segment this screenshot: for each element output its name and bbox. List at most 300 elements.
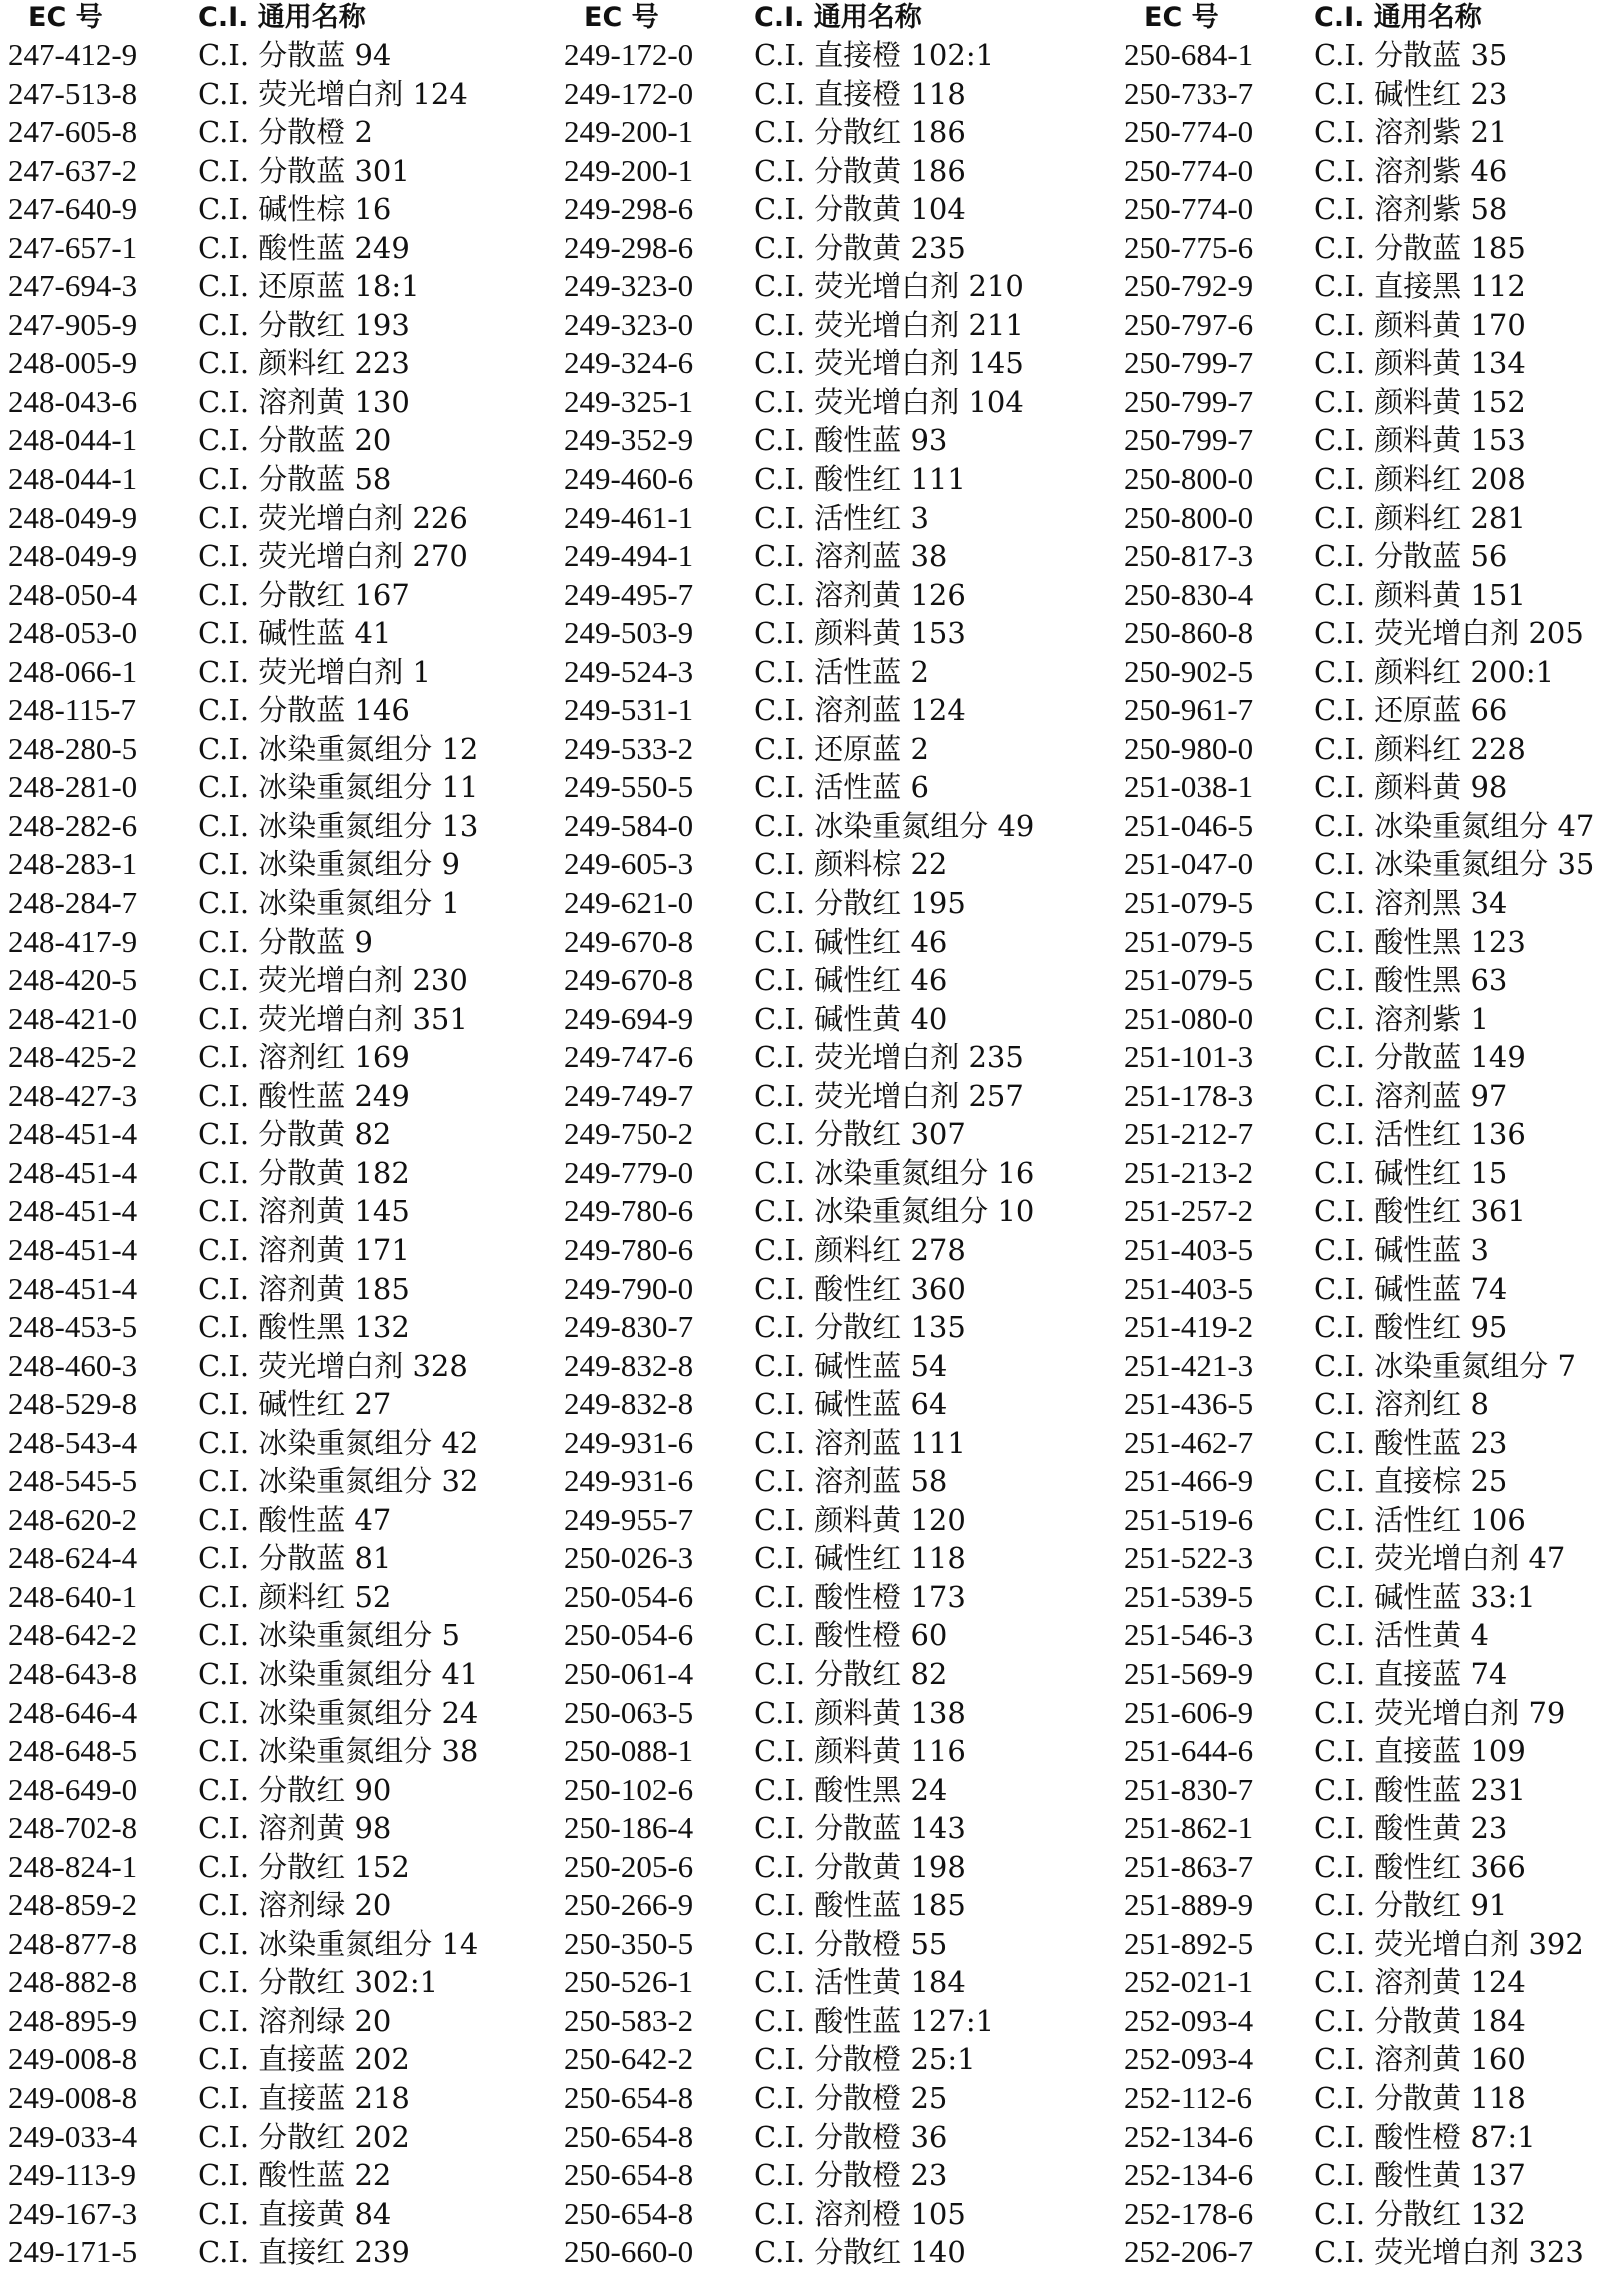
table-row: [556, 75, 1034, 114]
ec-number-cell: 249-008-8: [8, 2079, 138, 2115]
table-row: [556, 961, 1034, 1000]
ci-name-cell: C.I. 分散黄 104: [754, 192, 966, 227]
ec-number-cell: 250-660-0: [564, 2234, 694, 2270]
table-row: [1116, 344, 1594, 383]
ec-number-cell: 250-266-9: [564, 1887, 694, 1923]
ec-number-cell: 248-420-5: [8, 962, 138, 998]
ci-name-cell: C.I. 分散黄 235: [754, 230, 966, 265]
table-row: [556, 229, 1034, 268]
ci-name-cell: C.I. 冰染重氮组分 49: [754, 808, 1035, 843]
table-row: [0, 807, 478, 846]
table-row: [0, 460, 478, 499]
ci-name-cell: C.I. 冰染重氮组分 42: [198, 1425, 479, 1460]
ci-name-cell: C.I. 酸性蓝 231: [1314, 1772, 1526, 1807]
ec-number-cell: 251-889-9: [1124, 1887, 1254, 1923]
ci-name-cell: C.I. 分散红 91: [1314, 1888, 1508, 1923]
ci-name-cell: C.I. 分散橙 2: [198, 115, 373, 150]
ci-name-cell: C.I. 碱性蓝 33:1: [1314, 1579, 1536, 1614]
ec-number-cell: 250-205-6: [564, 1848, 694, 1884]
ec-number-cell: 249-832-8: [564, 1347, 694, 1383]
table-row: [1116, 1886, 1594, 1925]
table-row: [0, 344, 478, 383]
ec-number-cell: 249-171-5: [8, 2234, 138, 2270]
table-row: [0, 1115, 478, 1154]
table-row: [0, 1578, 478, 1617]
ci-name-cell: C.I. 酸性蓝 23: [1314, 1425, 1508, 1460]
table-row: [0, 2040, 478, 2079]
table-row: [556, 2195, 1034, 2234]
table-row: [1116, 190, 1594, 229]
ci-name-cell: C.I. 溶剂黄 126: [754, 577, 966, 612]
table-row: [556, 1424, 1034, 1463]
ec-number-cell: 249-531-1: [564, 692, 694, 728]
ec-number-cell: 251-080-0: [1124, 1000, 1254, 1036]
ci-name-cell: C.I. 冰染重氮组分 38: [198, 1734, 479, 1769]
ci-name-cell: C.I. 溶剂黄 145: [198, 1194, 410, 1229]
table-row: [556, 1886, 1034, 1925]
ec-number-cell: 249-670-8: [564, 962, 694, 998]
table-row: [0, 1385, 478, 1424]
table-row: [0, 923, 478, 962]
ci-name-cell: C.I. 酸性黑 132: [198, 1310, 410, 1345]
ec-number-cell: 251-546-3: [1124, 1617, 1254, 1653]
table-row: [556, 1115, 1034, 1154]
ec-number-cell: 252-112-6: [1124, 2079, 1252, 2115]
ec-number-cell: 252-021-1: [1124, 1964, 1254, 2000]
ec-number-cell: 248-460-3: [8, 1347, 138, 1383]
table-row: [0, 1848, 478, 1887]
ci-name-cell: C.I. 酸性蓝 93: [754, 423, 948, 458]
ec-number-cell: 249-832-8: [564, 1386, 694, 1422]
ec-number-cell: 249-325-1: [564, 383, 694, 419]
table-row: [556, 36, 1034, 75]
ec-number-cell: 250-902-5: [1124, 653, 1254, 689]
ci-name-cell: C.I. 冰染重氮组分 24: [198, 1695, 479, 1730]
ci-name-cell: C.I. 分散黄 184: [1314, 2003, 1526, 2038]
ec-number-cell: 250-186-4: [564, 1810, 694, 1846]
ci-name-cell: C.I. 碱性棕 16: [198, 192, 392, 227]
table-row: [1116, 1385, 1594, 1424]
ci-name-cell: C.I. 分散红 140: [754, 2235, 966, 2270]
table-row: [0, 1347, 478, 1386]
ec-number-cell: 250-642-2: [564, 2041, 694, 2077]
ci-name-cell: C.I. 酸性橙 60: [754, 1618, 948, 1653]
ec-number-cell: 248-642-2: [8, 1617, 138, 1653]
ci-name-cell: C.I. 分散红 202: [198, 2119, 410, 2154]
ci-name-cell: C.I. 分散黄 118: [1314, 2080, 1526, 2115]
ci-name-cell: C.I. 直接橙 102:1: [754, 38, 995, 72]
table-column-2: [556, 0, 1034, 2272]
ci-name-cell: C.I. 酸性红 95: [1314, 1310, 1508, 1345]
table-row: [0, 1925, 478, 1964]
ci-name-cell: C.I. 溶剂蓝 97: [1314, 1078, 1508, 1113]
ci-name-cell: C.I. 颜料棕 22: [754, 847, 948, 882]
table-row: [1116, 1192, 1594, 1231]
table-row: [1116, 36, 1594, 75]
ec-number-cell: 251-178-3: [1124, 1077, 1254, 1113]
ci-name-cell: C.I. 分散红 152: [198, 1849, 410, 1884]
ci-name-cell: C.I. 分散红 193: [198, 307, 410, 342]
ci-name-cell: C.I. 分散蓝 35: [1314, 38, 1508, 72]
table-row: [556, 1501, 1034, 1540]
table-row: [0, 36, 478, 75]
ec-number-cell: 250-774-0: [1124, 152, 1254, 188]
ec-number-cell: 250-654-8: [564, 2118, 694, 2154]
table-row: [556, 1192, 1034, 1231]
ci-name-cell: C.I. 碱性红 15: [1314, 1155, 1508, 1190]
ec-number-cell: 251-421-3: [1124, 1347, 1254, 1383]
table-row: [0, 499, 478, 538]
table-row: [556, 2002, 1034, 2041]
ec-number-cell: 250-054-6: [564, 1578, 694, 1614]
table-row: [1116, 2079, 1594, 2118]
ci-name-cell: C.I. 冰染重氮组分 32: [198, 1464, 479, 1499]
ec-number-cell: 249-694-9: [564, 1000, 694, 1036]
ci-name-cell: C.I. 荧光增白剂 211: [754, 307, 1024, 342]
ec-number-cell: 248-049-9: [8, 538, 138, 574]
ec-number-cell: 249-324-6: [564, 345, 694, 381]
ci-name-cell: C.I. 荧光增白剂 392: [1314, 1926, 1584, 1961]
ec-number-cell: 248-050-4: [8, 576, 138, 612]
table-row: [0, 75, 478, 114]
table-row: [556, 1347, 1034, 1386]
ci-name-cell: C.I. 酸性蓝 47: [198, 1502, 392, 1537]
table-row: [0, 1501, 478, 1540]
ci-name-cell: C.I. 颜料红 223: [198, 346, 410, 381]
ci-name-cell: C.I. 分散黄 182: [198, 1155, 410, 1190]
ec-number-cell: 251-862-1: [1124, 1810, 1254, 1846]
ci-name-cell: C.I. 颜料红 228: [1314, 731, 1526, 766]
table-rows: [556, 36, 1034, 2272]
table-row: [556, 1154, 1034, 1193]
table-row: [0, 1154, 478, 1193]
table-row: [556, 1963, 1034, 2002]
ci-name-cell: C.I. 分散橙 36: [754, 2119, 948, 2154]
ci-name-cell: C.I. 荧光增白剂 270: [198, 539, 468, 574]
table-row: [0, 2195, 478, 2234]
table-row: [1116, 1925, 1594, 1964]
column-header: [1116, 0, 1594, 36]
ec-number-cell: 248-882-8: [8, 1964, 138, 2000]
ci-name-cell: C.I. 碱性黄 40: [754, 1001, 948, 1036]
table-row: [1116, 1963, 1594, 2002]
ec-number-cell: 248-620-2: [8, 1501, 138, 1537]
table-row: [1116, 614, 1594, 653]
ci-name-cell: C.I. 冰染重氮组分 12: [198, 731, 479, 766]
ec-number-cell: 251-863-7: [1124, 1848, 1254, 1884]
table-row: [1116, 884, 1594, 923]
ec-number-cell: 251-213-2: [1124, 1154, 1254, 1190]
ci-name-cell: C.I. 冰染重氮组分 9: [198, 847, 460, 882]
ci-name-cell: C.I. 冰染重氮组分 10: [754, 1194, 1035, 1229]
table-row: [1116, 2002, 1594, 2041]
ec-number-cell: 249-298-6: [564, 191, 694, 227]
ci-name-cell: C.I. 溶剂紫 21: [1314, 115, 1508, 150]
table-row: [1116, 807, 1594, 846]
ci-name-cell: C.I. 活性红 106: [1314, 1502, 1526, 1537]
table-row: [0, 2156, 478, 2195]
ci-name-cell: C.I. 溶剂绿 20: [198, 1888, 392, 1923]
ci-name-cell: C.I. 荧光增白剂 226: [198, 500, 468, 535]
ci-name-cell: C.I. 还原蓝 18:1: [198, 269, 420, 304]
ec-number-cell: 249-524-3: [564, 653, 694, 689]
table-row: [556, 1616, 1034, 1655]
table-row: [556, 576, 1034, 615]
ec-number-cell: 248-283-1: [8, 846, 138, 882]
ec-number-cell: 251-403-5: [1124, 1231, 1254, 1267]
ci-name-cell: C.I. 碱性红 118: [754, 1541, 966, 1576]
ci-name-cell: C.I. 酸性黑 123: [1314, 924, 1526, 959]
ec-number-cell: 250-980-0: [1124, 730, 1254, 766]
ci-name-cell: C.I. 溶剂橙 105: [754, 2196, 966, 2231]
table-row: [1116, 691, 1594, 730]
ci-name-cell: C.I. 冰染重氮组分 11: [198, 770, 479, 805]
ci-name-cell: C.I. 直接黑 112: [1314, 269, 1526, 304]
ci-name-cell: C.I. 溶剂紫 1: [1314, 1001, 1489, 1036]
table-row: [1116, 1501, 1594, 1540]
ci-name-cell: C.I. 活性蓝 2: [754, 654, 929, 689]
table-row: [1116, 113, 1594, 152]
ci-name-cell: C.I. 荧光增白剂 1: [198, 654, 431, 689]
ec-number-cell: 251-436-5: [1124, 1386, 1254, 1422]
table-row: [1116, 421, 1594, 460]
ec-number-cell: 251-522-3: [1124, 1540, 1254, 1576]
ci-name-cell: C.I. 碱性蓝 74: [1314, 1271, 1508, 1306]
ci-name-cell: C.I. 颜料黄 170: [1314, 307, 1526, 342]
ec-number-cell: 250-061-4: [564, 1655, 694, 1691]
table-row: [0, 1231, 478, 1270]
ci-name-cell: C.I. 分散蓝 146: [198, 693, 410, 728]
table-row: [1116, 1771, 1594, 1810]
ec-number-cell: 249-323-0: [564, 306, 694, 342]
table-rows: [1116, 36, 1594, 2272]
ec-number-cell: 248-646-4: [8, 1694, 138, 1730]
ci-name-cell: C.I. 直接红 239: [198, 2235, 410, 2270]
table-row: [1116, 1154, 1594, 1193]
ci-name-cell: C.I. 荧光增白剂 205: [1314, 616, 1584, 651]
table-row: [556, 614, 1034, 653]
ci-name-cell: C.I. 酸性蓝 185: [754, 1888, 966, 1923]
table-row: [1116, 75, 1594, 114]
ec-number-cell: 250-961-7: [1124, 692, 1254, 728]
ec-number-cell: 249-670-8: [564, 923, 694, 959]
ci-name-cell: C.I. 荧光增白剂 145: [754, 346, 1024, 381]
table-row: [556, 1385, 1034, 1424]
ci-name-cell: C.I. 酸性黄 137: [1314, 2158, 1526, 2193]
table-row: [1116, 2040, 1594, 2079]
ci-name-cell: C.I. 直接棕 25: [1314, 1464, 1508, 1499]
table-row: [1116, 2118, 1594, 2157]
table-row: [0, 1886, 478, 1925]
table-row: [1116, 460, 1594, 499]
table-row: [0, 383, 478, 422]
ci-name-cell: C.I. 分散黄 198: [754, 1849, 966, 1884]
ci-name-cell: C.I. 溶剂蓝 58: [754, 1464, 948, 1499]
table-row: [1116, 845, 1594, 884]
ec-number-cell: 248-895-9: [8, 2002, 138, 2038]
ci-name-cell: C.I. 分散橙 55: [754, 1926, 948, 1961]
ci-name-cell: C.I. 颜料黄 153: [1314, 423, 1526, 458]
table-row: [0, 1616, 478, 1655]
table-row: [1116, 730, 1594, 769]
ci-name-cell: C.I. 颜料黄 134: [1314, 346, 1526, 381]
ec-number-cell: 248-049-9: [8, 499, 138, 535]
table-row: [556, 1462, 1034, 1501]
ci-name-cell: C.I. 颜料黄 98: [1314, 770, 1508, 805]
ec-number-cell: 251-462-7: [1124, 1424, 1254, 1460]
ec-number-cell: 251-892-5: [1124, 1925, 1254, 1961]
ec-number-cell: 250-800-0: [1124, 461, 1254, 497]
ec-number-cell: 249-605-3: [564, 846, 694, 882]
ec-number-cell: 250-350-5: [564, 1925, 694, 1961]
ci-name-header: C.I. 通用名称: [1314, 2, 1482, 33]
ci-name-cell: C.I. 颜料红 52: [198, 1579, 392, 1614]
table-row: [1116, 1077, 1594, 1116]
table-row: [1116, 2156, 1594, 2195]
ci-name-cell: C.I. 溶剂黄 185: [198, 1271, 410, 1306]
ec-number-cell: 250-684-1: [1124, 37, 1254, 72]
ec-number-cell: 248-529-8: [8, 1386, 138, 1422]
ci-name-cell: C.I. 冰染重氮组分 7: [1314, 1348, 1576, 1383]
ci-name-cell: C.I. 颜料红 200:1: [1314, 654, 1555, 689]
ci-name-cell: C.I. 颜料红 208: [1314, 462, 1526, 497]
ci-name-cell: C.I. 活性红 136: [1314, 1117, 1526, 1152]
table-row: [0, 691, 478, 730]
table-row: [556, 2040, 1034, 2079]
ec-number-cell: 249-779-0: [564, 1154, 694, 1190]
ci-name-cell: C.I. 分散红 186: [754, 115, 966, 150]
ci-name-cell: C.I. 分散黄 82: [198, 1117, 392, 1152]
table-row: [556, 1694, 1034, 1733]
table-row: [0, 730, 478, 769]
ci-name-cell: C.I. 分散蓝 149: [1314, 1040, 1526, 1075]
table-row: [0, 229, 478, 268]
table-row: [556, 768, 1034, 807]
table-row: [556, 1270, 1034, 1309]
ci-name-cell: C.I. 分散橙 25: [754, 2080, 948, 2115]
table-row: [1116, 267, 1594, 306]
ci-name-cell: C.I. 荧光增白剂 210: [754, 269, 1024, 304]
table-row: [0, 267, 478, 306]
ec-number-cell: 251-419-2: [1124, 1309, 1254, 1345]
ec-number-cell: 248-453-5: [8, 1309, 138, 1345]
table-row: [0, 1462, 478, 1501]
table-row: [556, 653, 1034, 692]
table-row: [556, 807, 1034, 846]
ci-name-cell: C.I. 分散蓝 20: [198, 423, 392, 458]
table-row: [0, 653, 478, 692]
ci-name-cell: C.I. 溶剂蓝 124: [754, 693, 966, 728]
ec-number-cell: 247-905-9: [8, 306, 138, 342]
ec-number-cell: 248-545-5: [8, 1463, 138, 1499]
table-row: [556, 2079, 1034, 2118]
ec-number-cell: 250-792-9: [1124, 268, 1254, 304]
ci-name-cell: C.I. 还原蓝 66: [1314, 693, 1508, 728]
table-row: [556, 1925, 1034, 1964]
ec-number-cell: 251-079-5: [1124, 962, 1254, 998]
ec-number-cell: 248-044-1: [8, 461, 138, 497]
ec-number-cell: 249-461-1: [564, 499, 694, 535]
ec-number-cell: 247-694-3: [8, 268, 138, 304]
ci-name-cell: C.I. 直接蓝 202: [198, 2042, 410, 2077]
ec-number-cell: 251-569-9: [1124, 1655, 1254, 1691]
ci-name-cell: C.I. 冰染重氮组分 14: [198, 1926, 479, 1961]
ec-number-cell: 249-749-7: [564, 1077, 694, 1113]
ec-number-cell: 249-931-6: [564, 1424, 694, 1460]
ec-number-cell: 250-830-4: [1124, 576, 1254, 612]
table-row: [1116, 1809, 1594, 1848]
ci-name-header: C.I. 通用名称: [754, 2, 922, 33]
ci-name-cell: C.I. 还原蓝 2: [754, 731, 929, 766]
ci-name-cell: C.I. 分散橙 23: [754, 2158, 948, 2193]
ci-name-cell: C.I. 颜料红 281: [1314, 500, 1526, 535]
ec-number-cell: 247-637-2: [8, 152, 138, 188]
ec-number-cell: 249-931-6: [564, 1463, 694, 1499]
table-row: [1116, 1462, 1594, 1501]
ec-number-cell: 249-200-1: [564, 114, 694, 150]
table-row: [556, 113, 1034, 152]
ci-name-cell: C.I. 碱性红 27: [198, 1387, 392, 1422]
ci-name-cell: C.I. 碱性蓝 54: [754, 1348, 948, 1383]
table-row: [1116, 961, 1594, 1000]
ci-name-cell: C.I. 碱性红 46: [754, 924, 948, 959]
ec-number-cell: 247-513-8: [8, 75, 138, 111]
table-row: [1116, 306, 1594, 345]
ec-number-cell: 251-038-1: [1124, 769, 1254, 805]
ec-number-cell: 250-799-7: [1124, 345, 1254, 381]
ec-number-cell: 247-412-9: [8, 37, 138, 72]
ec-number-cell: 251-079-5: [1124, 923, 1254, 959]
ec-number-cell: 248-824-1: [8, 1848, 138, 1884]
ec-number-cell: 248-451-4: [8, 1231, 138, 1267]
ec-number-cell: 250-799-7: [1124, 422, 1254, 458]
ec-number-cell: 250-733-7: [1124, 75, 1254, 111]
ci-name-cell: C.I. 直接蓝 218: [198, 2080, 410, 2115]
table-row: [556, 460, 1034, 499]
table-row: [0, 1077, 478, 1116]
table-row: [556, 190, 1034, 229]
ec-number-cell: 251-830-7: [1124, 1771, 1254, 1807]
ec-number-cell: 249-533-2: [564, 730, 694, 766]
ec-number-cell: 248-284-7: [8, 885, 138, 921]
ci-name-cell: C.I. 颜料黄 120: [754, 1502, 966, 1537]
table-row: [1116, 152, 1594, 191]
ec-number-cell: 248-044-1: [8, 422, 138, 458]
ec-number-cell: 249-033-4: [8, 2118, 138, 2154]
table-row: [0, 1809, 478, 1848]
ci-name-cell: C.I. 溶剂绿 20: [198, 2003, 392, 2038]
ci-name-cell: C.I. 碱性蓝 64: [754, 1387, 948, 1422]
ec-number-cell: 249-550-5: [564, 769, 694, 805]
table-row: [1116, 1115, 1594, 1154]
ci-name-cell: C.I. 荧光增白剂 47: [1314, 1541, 1566, 1576]
table-row: [0, 152, 478, 191]
table-row: [0, 961, 478, 1000]
table-row: [0, 1038, 478, 1077]
ci-name-cell: C.I. 分散红 307: [754, 1117, 966, 1152]
table-row: [1116, 1270, 1594, 1309]
ec-number-cell: 248-649-0: [8, 1771, 138, 1807]
ec-number-cell: 250-088-1: [564, 1733, 694, 1769]
table-row: [556, 1809, 1034, 1848]
table-rows: [0, 36, 478, 2272]
ci-name-cell: C.I. 溶剂蓝 38: [754, 539, 948, 574]
ci-name-cell: C.I. 颜料黄 153: [754, 616, 966, 651]
table-row: [0, 1963, 478, 2002]
ec-number-cell: 251-047-0: [1124, 846, 1254, 882]
ec-number-cell: 248-451-4: [8, 1154, 138, 1190]
ec-number-cell: 249-113-9: [8, 2157, 136, 2193]
